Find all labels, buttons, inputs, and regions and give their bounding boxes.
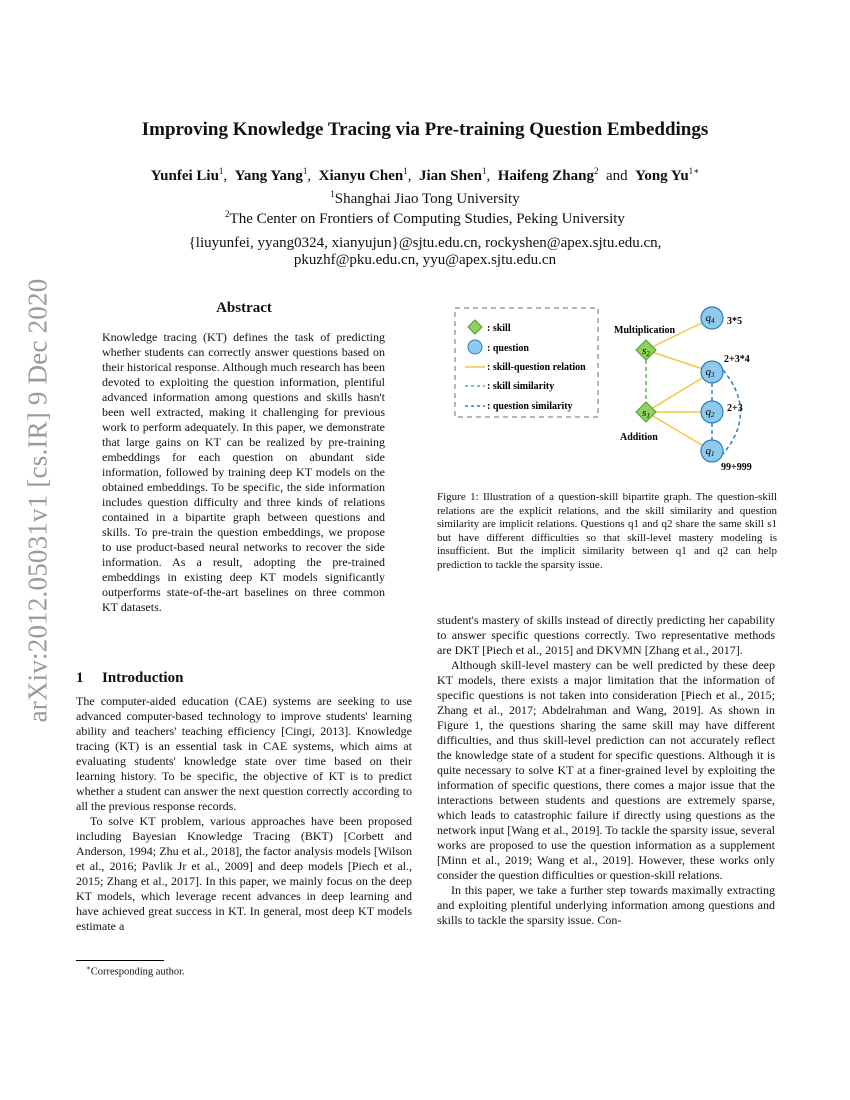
author-name: Yang Yang [234,168,303,184]
abstract-heading: Abstract [216,300,272,316]
affiliation-text: The Center on Frontiers of Computing Studies, Peking University [229,211,625,227]
affiliation [0,209,850,228]
author-affiliation-mark: 1 [218,166,224,176]
affiliation-text: Shanghai Jiao Tong University [334,191,520,207]
section-title: Introduction [102,670,184,686]
question-node-q2 [701,401,743,423]
abstract-text: Knowledge tracing (KT) defines the task of predicting whether students can correctly answer questions based on their historical response. Although much research has been devoted to exploiting the question information, plentiful advanced information among questions and skills hasn't been well extracted, making it challenging for previous work to perform adequately. In this paper, we demonstrate that large gains on KT can be realized by pre-training embeddings for each question on abundant side information, followed by training deep KT models on the obtained embeddings. To be specific, the side information includes question difficulty and three kinds of relations contained in a bipartite graph between questions and skills. To pre-train the question embeddings, we propose to use product-based neural networks to recover the side information. As a result, adopting the pre-trained embeddings in existing deep KT models significantly outperforms state-of-the-art baselines on three common KT datasets. [102,330,385,614]
author-affiliation-mark: 1∗ [688,166,700,176]
section-number: 1 [76,670,84,686]
footnote-text: Corresponding author. [90,966,185,978]
question-expression: 2+3 [727,403,743,414]
author-list: Yunfei Liu$^1$, Yang Yang$^1$, Xianyu Chen$^1$, Jian Shen$^1$, Haifeng Zhang$^2$ and Yong $Yu^{1∗}$ [150,166,700,184]
right-column-body [437,613,775,928]
skill-name: Multiplication [614,325,676,336]
legend-label: : skill similarity [487,381,555,392]
arxiv-identifier: arXiv:2012.05031v1 [cs.IR] 9 Dec 2020 [22,278,53,722]
paragraph: In this paper, we take a further step towards maximally extracting and exploiting plentiful underlying information among questions and skills to tackle the sparsity issue. Con- [437,883,775,927]
author-name: Xianyu Chen [318,168,404,184]
author-name: Yunfei Liu [150,168,219,184]
paragraph: The computer-aided education (CAE) systems are seeking to use advanced computer-based technology to improve students' learning ability and teachers' teaching efficiency [Cingi, 2013]. Knowledge tracing (KT) is an essential task in CAE systems, which aims at evaluating students' knowledge state over time based on their learning history. To be specific, the objective of KT is to predict whether a student can answer the next question correctly according to all the previous response records. [76,694,412,813]
legend-label: : skill [487,323,511,334]
question-expression: 2+3*4 [724,354,750,365]
question-expression: 99+999 [721,462,752,473]
introduction-body [76,694,412,934]
skill-diamond-icon [468,320,482,334]
paragraph: student's mastery of skills instead of directly predicting her capability to answer specific questions correctly. Two representative methods are DKT [Piech et al., 2015] and DKVMN [Zhang et al., 2017]. [437,613,775,657]
node-label: s2 [642,345,650,358]
node-label: q2 [705,406,715,419]
node-label: q3 [705,366,715,379]
question-node-q4 [701,307,742,329]
author-name: Haifeng Zhang [497,168,594,184]
author-name: Jian Shen [419,168,482,184]
author-affiliation-mark: 1 [302,166,308,176]
affiliation [0,189,850,208]
author-name: Yong Yu [635,168,689,184]
legend-label: : question similarity [487,401,573,412]
skill-node-s1 [620,402,658,443]
skill-name: Addition [620,432,658,443]
footnote-rule [76,960,164,961]
affiliation-mark: 2 [225,209,230,219]
legend-label: : skill-question relation [487,362,586,373]
node-label: q4 [705,312,715,325]
legend-item-skill-similarity [465,381,554,392]
author-affiliation-mark: 2 [593,166,599,176]
author-affiliation-mark: 1 [403,166,408,176]
email-line: {liuyunfei, yyang0324, xianyujun}@sjtu.edu.cn, rockyshen@apex.sjtu.edu.cn, [188,235,662,251]
question-circle-icon [468,340,482,354]
question-node-q1 [701,440,752,473]
bipartite-graph-figure [440,304,780,484]
author-affiliation-mark: 1 [481,166,487,176]
affiliation-mark: 1 [330,189,335,199]
footnote [86,964,185,978]
author-conjunction: and [605,168,628,184]
figure-caption: Figure 1: Illustration of a question-skill bipartite graph. The question-skill relations are the explicit relations, and the skill similarity and question similarity are implicit relations. Questions q1 and q2 share the same skill s1 but have different difficulties so that skill-level mastery modeling is insufficient. But the implicit similarity between q1 and q2 can help prediction to tackle the sparsity issue. [437,491,777,571]
question-node-q3 [701,354,750,383]
footnote-mark: ∗ [86,964,91,972]
question-expression: 3*5 [727,316,742,327]
legend-item-question [468,340,529,354]
node-label: q1 [705,445,715,458]
legend-label: : question [487,343,529,354]
section-heading [76,670,183,687]
legend-item-relation [465,362,586,373]
paper-title: Improving Knowledge Tracing via Pre-training Question Embeddings [141,119,709,140]
legend-item-skill [468,320,511,334]
skill-node-s2 [614,325,676,360]
node-label: s1 [642,407,650,420]
paragraph: To solve KT problem, various approaches have been proposed including Bayesian Knowledge Tracing (BKT) [Corbett and Anderson, 1994; Zhu et al., 2018], the factor analysis models [Wilson et al., 2016; Pavlik Jr et al., 2009] and deep models [Piech et al., 2015; Zhang et al., 2017]. In this paper, we mainly focus on the deep KT models, which leverage recent advances in deep learning and have achieved great success in KT. In general, most deep KT models estimate a [76,814,412,933]
legend-item-question-similarity [465,401,573,412]
email-line: pkuzhf@pku.edu.cn, yyu@apex.sjtu.edu.cn [293,252,557,268]
paragraph: Although skill-level mastery can be well predicted by these deep KT models, there exists a major limitation that the information of specific questions is not taken into consideration [Piech et al., 2015; Zhang et al., 2017; Abdelrahman and Wang, 2019]. As shown in Figure 1, the questions sharing the same skill may have different difficulties, and thus skill-level prediction can not accurately reflect the knowledge state of a student for specific questions. Although it is quite necessary to solve KT at a finer-grained level by exploiting the information of specific questions, there comes a major issue that the interactions between students and questions are extremely sparse, which leads to catastrophic failure if directly using questions as the network input [Wang et al., 2019]. To tackle the sparsity issue, several works are proposed to use the question information as a supplement [Minn et al., 2019; Wang et al., 2019]. However, these works only consider the question difficulties or question-skill relations. [437,658,775,882]
